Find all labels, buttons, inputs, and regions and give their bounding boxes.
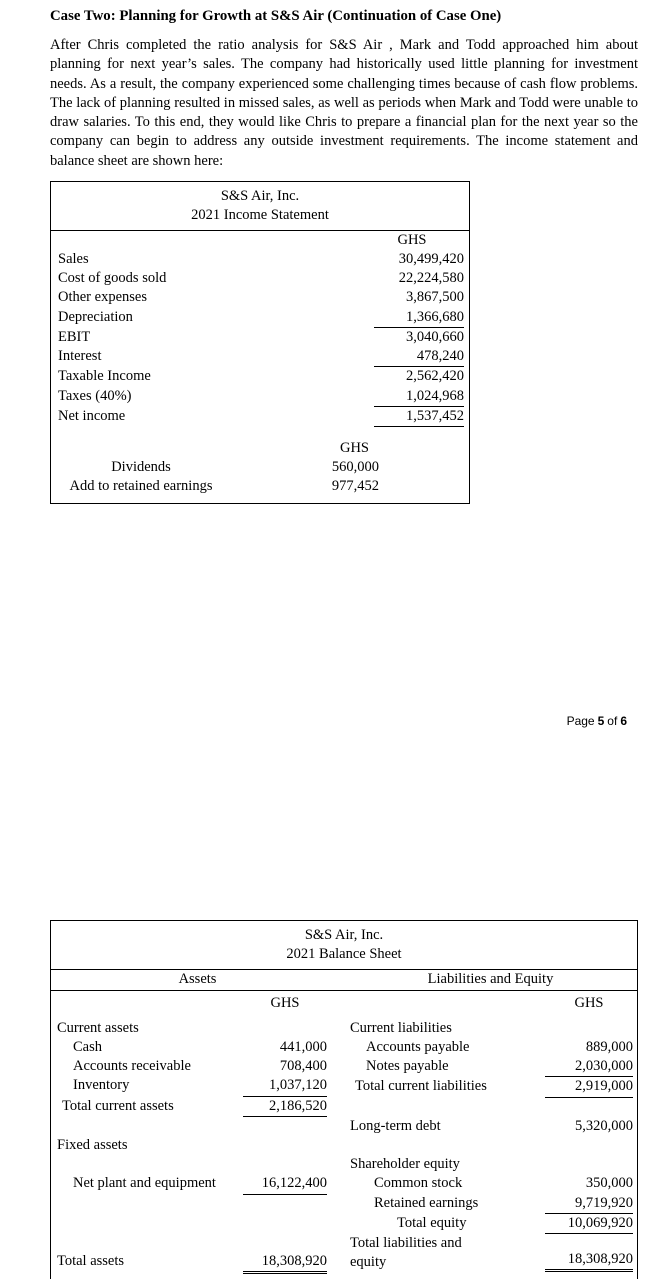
row-value: 18,308,920 (545, 1250, 633, 1272)
row-value: 5,320,000 (575, 1117, 633, 1134)
income-row-depreciation (51, 308, 469, 328)
footer-page-number: 5 (597, 714, 605, 728)
row-label: Retained earnings (374, 1194, 479, 1211)
row-label: Shareholder equity (350, 1156, 460, 1173)
row-label: Current liabilities (350, 1019, 452, 1036)
row-value: 18,308,920 (243, 1252, 327, 1274)
income-row-dividends (51, 458, 469, 477)
footer-total-pages: 6 (620, 714, 627, 728)
row-value: 1,037,120 (243, 1076, 327, 1096)
row-value: 478,240 (374, 347, 464, 367)
row-label: Total assets (57, 1253, 125, 1270)
liabilities-row-total-liabilities-and-equity (344, 1234, 637, 1272)
row-label: Sales (58, 251, 89, 268)
income-row-net-income (51, 407, 469, 427)
assets-row-cash (51, 1038, 344, 1057)
row-label: Total current assets (62, 1097, 174, 1114)
row-value: 1,366,680 (374, 308, 464, 328)
footer-word-page: Page (566, 714, 595, 728)
assets-row-inventory (51, 1076, 344, 1096)
balance-company-name: S&S Air, Inc. (304, 927, 384, 943)
assets-row-net-plant-and-equipment (51, 1174, 344, 1194)
income-row-addition-to-retained-earnings (51, 477, 469, 496)
assets-row-current-assets (51, 1019, 344, 1038)
liabilities-row-long-term-debt (344, 1117, 637, 1136)
income-currency-header: GHS (397, 232, 427, 249)
row-label: EBIT (58, 328, 91, 345)
assets-row-total-assets (51, 1252, 344, 1274)
spacer-row (51, 1117, 344, 1136)
income-statement-title: 2021 Income Statement (191, 207, 329, 224)
row-value: 708,400 (279, 1058, 327, 1075)
row-value: 30,499,420 (398, 251, 464, 268)
income-row-ebit (51, 328, 469, 347)
case-title: Case Two: Planning for Growth at S&S Air (Continuation of Case One) (50, 8, 502, 24)
spacer-row (344, 1098, 637, 1117)
row-label: Depreciation (58, 308, 133, 325)
assets-column (51, 991, 344, 1275)
footer-word-of: of (607, 714, 618, 728)
row-value: 977,452 (331, 478, 379, 495)
liabilities-column (344, 991, 637, 1275)
income-distribution-section (51, 439, 469, 496)
row-label: Total current liabilities (355, 1078, 487, 1095)
row-value: 350,000 (585, 1175, 633, 1192)
assets-row-accounts-receivable (51, 1057, 344, 1076)
row-label: Current assets (57, 1019, 139, 1036)
row-label: Inventory (73, 1077, 130, 1094)
row-value: 560,000 (331, 458, 379, 475)
liabilities-row-current-liabilities (344, 1019, 637, 1038)
income-row-cogs (51, 269, 469, 288)
row-value: 16,122,400 (243, 1174, 327, 1194)
row-value: 3,040,660 (406, 328, 464, 345)
balance-sheet-table (50, 920, 638, 1279)
page-number-footer (564, 714, 627, 728)
spacer-row (344, 1136, 637, 1155)
liabilities-row-common-stock (344, 1174, 637, 1193)
row-label: Net plant and equipment (73, 1175, 216, 1192)
income-row-other-expenses (51, 288, 469, 307)
liabilities-row-total-current-liabilities (344, 1077, 637, 1097)
liabilities-currency-header: GHS (574, 994, 604, 1011)
spacer-row (51, 1233, 344, 1252)
balance-section-headers (51, 970, 637, 990)
row-label: Total equity (397, 1214, 467, 1231)
liabilities-section-header: Liabilities and Equity (427, 971, 554, 987)
spacer-row (51, 1155, 344, 1174)
row-label: Taxable Income (58, 368, 151, 385)
row-label: Long-term debt (350, 1117, 441, 1134)
assets-row-fixed-assets (51, 1136, 344, 1155)
spacer-row (51, 1195, 344, 1214)
row-label: Add to retained earnings (69, 478, 213, 495)
assets-section-header: Assets (178, 971, 217, 987)
row-label: Interest (58, 348, 102, 365)
row-label: Taxes (40%) (58, 387, 132, 404)
assets-row-total-current-assets (51, 1097, 344, 1117)
row-label: Other expenses (58, 289, 147, 306)
row-value: 2,919,000 (545, 1077, 633, 1097)
assets-currency-header: GHS (270, 994, 300, 1011)
row-value: 22,224,580 (398, 270, 464, 287)
row-label: Dividends (111, 458, 171, 475)
row-value: 1,537,452 (374, 407, 464, 427)
row-value: 2,186,520 (243, 1097, 327, 1117)
liabilities-row-notes-payable (344, 1057, 637, 1077)
row-label: Cash (73, 1038, 102, 1055)
income-company-name: S&S Air, Inc. (220, 188, 300, 205)
row-value: 2,030,000 (545, 1057, 633, 1077)
row-label: Cost of goods sold (58, 270, 167, 287)
distribution-currency-header: GHS (339, 439, 369, 456)
balance-sheet-body (51, 991, 637, 1279)
row-value: 1,024,968 (374, 387, 464, 407)
row-label: Net income (58, 407, 126, 424)
row-value: 441,000 (279, 1038, 327, 1055)
income-row-sales (51, 250, 469, 269)
liabilities-row-retained-earnings (344, 1194, 637, 1214)
row-value: 3,867,500 (406, 289, 464, 306)
row-value: 2,562,420 (406, 368, 464, 385)
income-row-interest (51, 347, 469, 367)
row-value: 10,069,920 (545, 1214, 633, 1234)
income-row-taxes (51, 387, 469, 407)
liabilities-row-total-equity (344, 1214, 637, 1234)
row-label: Notes payable (366, 1058, 449, 1075)
row-label: Fixed assets (57, 1136, 128, 1153)
balance-sheet-title: 2021 Balance Sheet (286, 946, 402, 962)
income-statement-table (50, 181, 470, 504)
row-label: Accounts receivable (73, 1058, 191, 1075)
liabilities-row-shareholder-equity (344, 1155, 637, 1174)
spacer-row (51, 1214, 344, 1233)
row-value: 889,000 (585, 1038, 633, 1055)
row-label: Total liabilities and equity (350, 1234, 462, 1271)
income-row-taxable-income (51, 367, 469, 386)
row-label: Accounts payable (366, 1038, 470, 1055)
case-description-paragraph: After Chris completed the ratio analysis for S&S Air , Mark and Todd approached him about planning for next year’s sales. The company had historically used little planning for investment needs. As a result, the company experienced some challenging times because of cash flow problems. The lack of planning resulted in missed sales, as well as periods when Mark and Todd were unable to draw salaries. To this end, they would like Chris to prepare a financial plan for the next year so the company can begin to address any outside investment requirements. The income statement and balance sheet are shown here: (50, 37, 638, 169)
row-value: 9,719,920 (545, 1194, 633, 1214)
row-label: Common stock (374, 1175, 463, 1192)
liabilities-row-accounts-payable (344, 1038, 637, 1057)
